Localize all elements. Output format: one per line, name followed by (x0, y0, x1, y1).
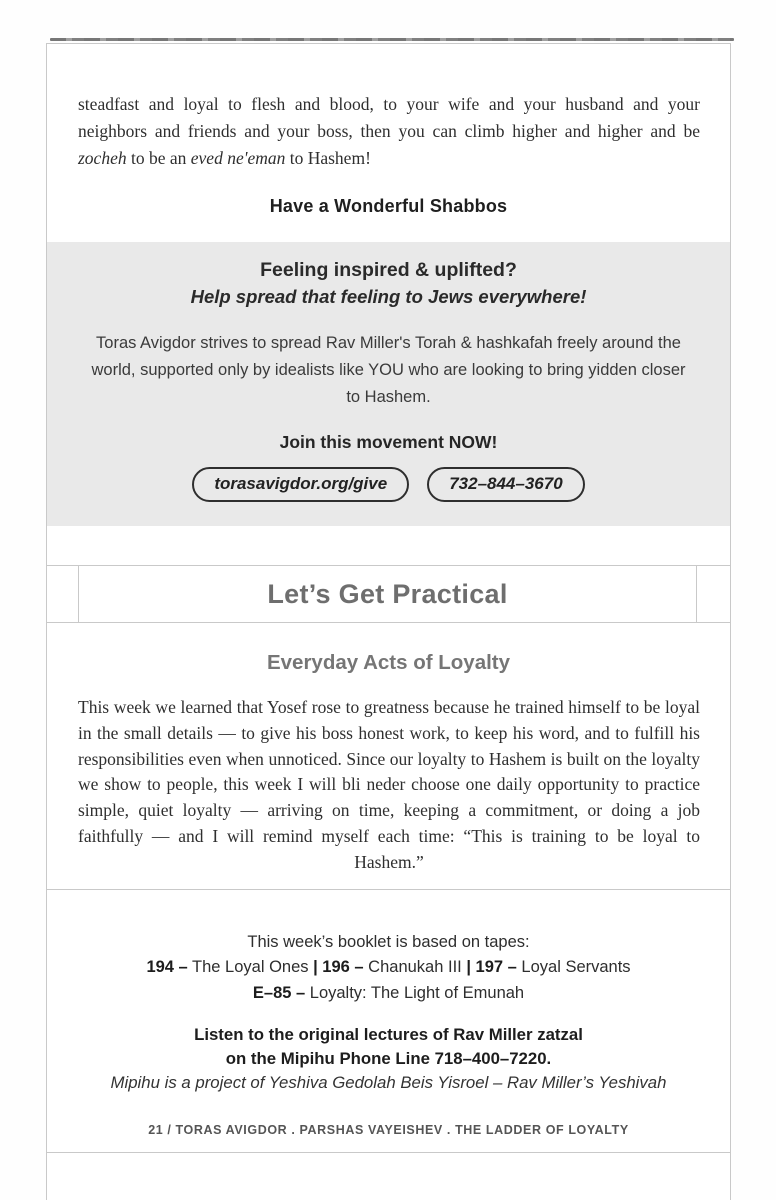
scan-edge-artifact (50, 38, 734, 41)
closing-paragraph (78, 91, 700, 172)
tapes-list-line-2: E–85 – Loyalty: The Light of Emunah (252, 983, 525, 1002)
page-footer: 21 / TORAS AVIGDOR . PARSHAS VAYEISHEV . THE LADDER OF LOYALTY (148, 1123, 629, 1138)
page-bottom-divider (47, 1152, 730, 1153)
tapes-section (47, 930, 730, 1007)
closing-text-2: to be an (126, 148, 191, 168)
closing-italic-eved-neeman: eved ne'eman (190, 148, 286, 168)
practical-subheading: Everyday Acts of Loyalty (266, 651, 511, 674)
mipihu-line-1: Listen to the original lectures of Rav Miller zatzal (194, 1025, 583, 1045)
promo-body-text: Toras Avigdor strives to spread Rav Miller's Torah & hashkafah freely around the world, supported only by idealists like YOU who are looking to bring yidden closer to Hashem. (91, 334, 686, 406)
section-divider (47, 889, 730, 890)
practical-section-title: Let’s Get Practical (267, 578, 508, 609)
promo-cta-heading: Join this movement NOW! (279, 432, 498, 452)
donation-promo-box (47, 242, 730, 526)
promo-buttons-row (91, 467, 686, 502)
tapes-intro-line: This week’s booklet is based on tapes: (247, 932, 530, 951)
closing-italic-zocheh: zocheh (78, 148, 127, 168)
promo-title: Feeling inspired & uplifted? (260, 259, 517, 281)
tapes-list-line-1: 194 – The Loyal Ones | 196 – Chanukah III | 197 – Loyal Servants (146, 958, 631, 977)
promo-subtitle: Help spread that feeling to Jews everywhere! (190, 286, 587, 307)
closing-text-3: to Hashem! (285, 148, 371, 168)
shabbos-heading: Have a Wonderful Shabbos (269, 196, 508, 216)
practical-paragraph: This week we learned that Yosef rose to greatness because he trained himself to be loyal in the small details — to give his boss honest work, to keep his word, and to fulfill his responsibilities even when unnoticed. Since our loyalty to Hashem is built on the loyalty we show to people, this week I will bli neder choose one daily opportunity to practice simple, quiet loyalty — arriving on time, keeping a commitment, or doing a job faithfully — and I will remind myself each time: “This is training to be loyal to Hashem.” (78, 697, 700, 872)
mipihu-note: Mipihu is a project of Yeshiva Gedolah Beis Yisroel – Rav Miller’s Yeshivah (110, 1073, 667, 1093)
donate-website-button[interactable]: torasavigdor.org/give (192, 467, 409, 502)
band-right-cell (696, 566, 730, 622)
donate-phone-button[interactable]: 732–844–3670 (427, 467, 584, 502)
practical-section-header-band (47, 565, 730, 623)
mipihu-phone-line: on the Mipihu Phone Line 718–400–7220. (225, 1049, 552, 1069)
closing-text-1: steadfast and loyal to flesh and blood, to your wife and your husband and your neighbors and friends and your boss, then you can climb higher and higher and be (78, 94, 700, 141)
band-left-cell (47, 566, 79, 622)
page-content-box (46, 43, 731, 1200)
mipihu-section (47, 1023, 730, 1095)
